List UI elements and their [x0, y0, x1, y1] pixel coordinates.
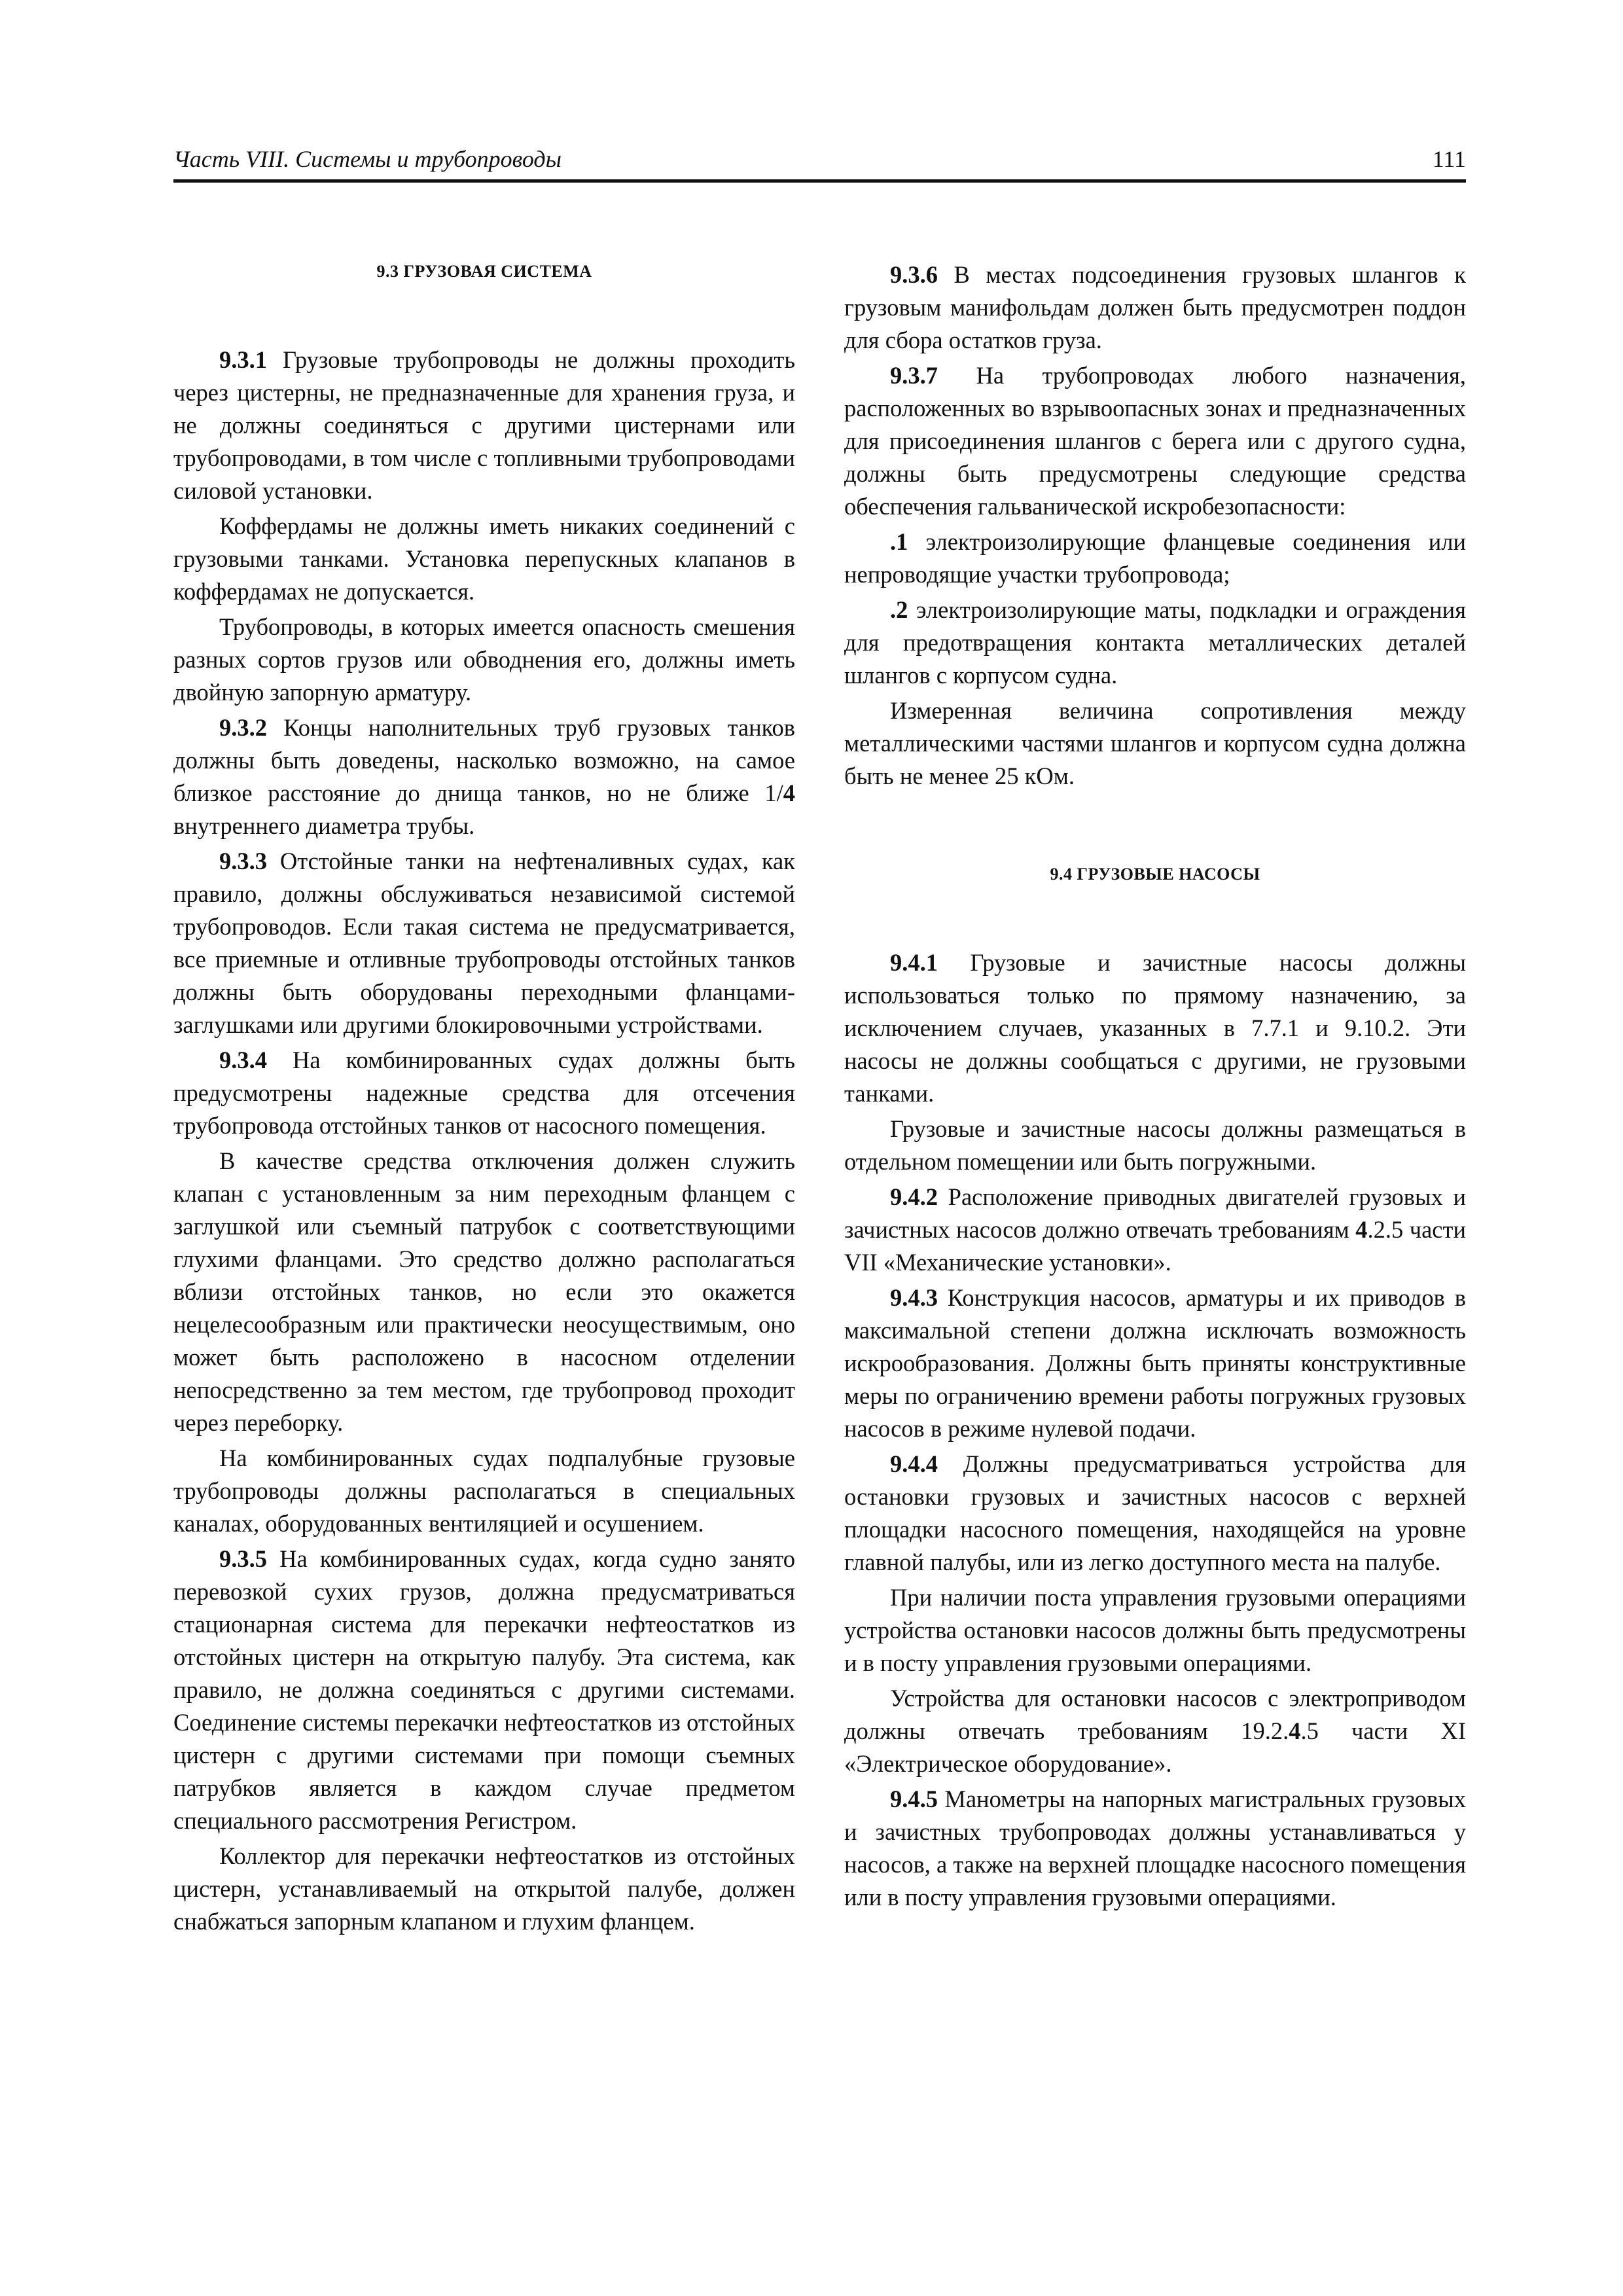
- paragraph-text: На трубопроводах любого назначения, расположенных во взрывоопасных зонах и предназначенных для присоединения шлангов с берега или с другого судна, должны быть предусмотрены следующие средства обеспечения гальванической искробезопасности:: [844, 362, 1466, 520]
- paragraph-text: .2.5 части VII «Механические установки».: [844, 1216, 1466, 1276]
- page-number: 111: [1432, 146, 1466, 172]
- paragraph-9-3-3: [173, 845, 795, 1041]
- paragraph-text: .5 части XI «Электрическое оборудование».: [844, 1717, 1466, 1777]
- paragraph-9-3-1: [173, 344, 795, 507]
- clause-number: 9.3.1: [219, 346, 267, 373]
- paragraph-9-4-5: [844, 1783, 1466, 1914]
- section-heading-9-4: 9.4 ГРУЗОВЫЕ НАСОСЫ: [1050, 865, 1260, 884]
- paragraph-text: электроизолирующие маты, подкладки и ограждения для предотвращения контакта металлических деталей шлангов с корпусом судна.: [844, 596, 1466, 689]
- paragraph-9-3-6: [844, 259, 1466, 357]
- paragraph: При наличии поста управления грузовыми операциями устройства остановки насосов должны быть предусмотрены и в посту управления грузовыми операциями.: [844, 1584, 1466, 1676]
- right-column: [844, 259, 1466, 1916]
- paragraph: Коффердамы не должны иметь никаких соединений с грузовыми танками. Установка перепускных клапанов в коффердамах не допускается.: [173, 512, 795, 605]
- list-item-2: [844, 594, 1466, 692]
- section-heading-9-3: 9.3 ГРУЗОВАЯ СИСТЕМА: [376, 262, 592, 281]
- paragraph-text: Грузовые и зачистные насосы должны использоваться только по прямому назначению, за исключением случаев, указанных в 7.7.1 и 9.10.2. Эти насосы не должны сообщаться с другими, не грузовыми танками.: [844, 949, 1466, 1107]
- paragraph-9-3-4: [173, 1044, 795, 1142]
- paragraph-9-4-2: [844, 1181, 1466, 1279]
- paragraph-text: На комбинированных судах, когда судно занято перевозкой сухих грузов, должна предусматриваться стационарная система для перекачки нефтеостатков из отстойных цистерн на открытую палубу. Эта система, как правило, не должна соединяться с другими системами. Соединение системы перекачки нефтеостатков из отстойных цистерн с другими системами при помощи съемных патрубков является в каждом случае предметом специального рассмотрения Регистром.: [173, 1545, 795, 1834]
- clause-number: 9.3.4: [219, 1047, 267, 1073]
- paragraph-text: электроизолирующие фланцевые соединения или непроводящие участки трубопровода;: [844, 528, 1466, 588]
- paragraph-text: Должны предусматриваться устройства для остановки грузовых и зачистных насосов с верхней площадки насосного помещения, находящейся на уровне главной палубы, или из легко доступного места на палубе.: [844, 1450, 1466, 1575]
- clause-number: 9.4.2: [890, 1183, 938, 1210]
- clause-number: 9.3.7: [890, 362, 938, 389]
- paragraph-text: Манометры на напорных магистральных грузовых и зачистных трубопроводах должны устанавливаться у насосов, а также на верхней площадке насосного помещения или в посту управления грузовыми операциями.: [844, 1785, 1466, 1910]
- running-title: Часть VIII. Системы и трубопроводы: [173, 146, 562, 172]
- paragraph-text: Концы наполнительных труб грузовых танков должны быть доведены, насколько возможно, на самое близкое расстояние до днища танков, но не ближе 1/: [173, 714, 795, 806]
- list-item-1: [844, 526, 1466, 591]
- paragraph: Измеренная величина сопротивления между металлическими частями шлангов и корпусом судна должна быть не менее 25 кОм.: [844, 697, 1466, 789]
- clause-number: 9.4.4: [890, 1450, 938, 1477]
- paragraph-text: Грузовые трубопроводы не должны проходить через цистерны, не предназначенные для хранения груза, и не должны соединяться с другими цистернами или трубопроводами, в том числе с топливными трубопроводами силовой установки.: [173, 346, 795, 504]
- clause-number: 9.3.6: [890, 261, 938, 288]
- clause-number: 9.4.5: [890, 1785, 938, 1812]
- left-column: [173, 259, 795, 1941]
- paragraph: В качестве средства отключения должен служить клапан с установленным за ним переходным фланцем с заглушкой или съемный патрубок с соответствующими глухими фланцами. Это средство должно располагаться вблизи отстойных танков, но если это окажется нецелесообразным или практически неосуществимым, оно может быть расположено в насосном отделении непосредственно за тем местом, где трубопровод проходит через переборку.: [173, 1147, 795, 1436]
- paragraph: Трубопроводы, в которых имеется опасность смешения разных сортов грузов или обводнения его, должны иметь двойную запорную арматуру.: [173, 613, 795, 706]
- paragraph-9-4-4: [844, 1448, 1466, 1579]
- clause-number: 9.3.2: [219, 714, 267, 741]
- clause-number: 9.4.3: [890, 1284, 938, 1311]
- page-header: [173, 143, 1466, 183]
- paragraph-text: Отстойные танки на нефтеналивных судах, как правило, должны обслуживаться независимой системой трубопроводов. Если такая система не предусматривается, все приемные и отливные трубопроводы отстойных танков должны быть оборудованы переходными фланцами-заглушками или другими блокировочными устройствами.: [173, 848, 795, 1038]
- bold-digit: 4: [783, 780, 795, 806]
- paragraph-9-3-5: [173, 1543, 795, 1837]
- clause-number: 9.3.3: [219, 848, 267, 874]
- paragraph: Грузовые и зачистные насосы должны размещаться в отдельном помещении или быть погружными.: [844, 1115, 1466, 1175]
- paragraph-9-4-1: [844, 946, 1466, 1110]
- paragraph-9-4-3: [844, 1282, 1466, 1445]
- paragraph-text: Расположение приводных двигателей грузовых и зачистных насосов должно отвечать требованиям: [844, 1183, 1466, 1243]
- paragraph-9-3-7: [844, 359, 1466, 523]
- paragraph: На комбинированных судах подпалубные грузовые трубопроводы должны располагаться в специальных каналах, оборудованных вентиляцией и осушением.: [173, 1444, 795, 1537]
- paragraph-text: Конструкция насосов, арматуры и их приводов в максимальной степени должна исключать возможность искрообразования. Должны быть приняты конструктивные меры по ограничению времени работы погружных грузовых насосов в режиме нулевой подачи.: [844, 1284, 1466, 1442]
- paragraph-text: внутреннего диаметра трубы.: [173, 812, 475, 839]
- list-number: .1: [890, 528, 908, 555]
- list-number: .2: [890, 596, 908, 623]
- bold-digit: 4: [1289, 1717, 1301, 1744]
- paragraph: Коллектор для перекачки нефтеостатков из отстойных цистерн, устанавливаемый на открытой палубе, должен снабжаться запорным клапаном и глухим фланцем.: [173, 1842, 795, 1935]
- bold-digit: 4: [1355, 1216, 1368, 1243]
- clause-number: 9.4.1: [890, 949, 938, 976]
- clause-number: 9.3.5: [219, 1545, 267, 1572]
- paragraph-text: Устройства для остановки насосов с электроприводом должны отвечать требованиям 19.2.: [844, 1685, 1466, 1744]
- paragraph-text: В местах подсоединения грузовых шлангов к грузовым манифольдам должен быть предусмотрен поддон для сбора остатков груза.: [844, 261, 1466, 353]
- paragraph-9-3-2: [173, 711, 795, 842]
- paragraph: [844, 1682, 1466, 1780]
- paragraph-text: На комбинированных судах должны быть предусмотрены надежные средства для отсечения трубопровода отстойных танков от насосного помещения.: [173, 1047, 795, 1139]
